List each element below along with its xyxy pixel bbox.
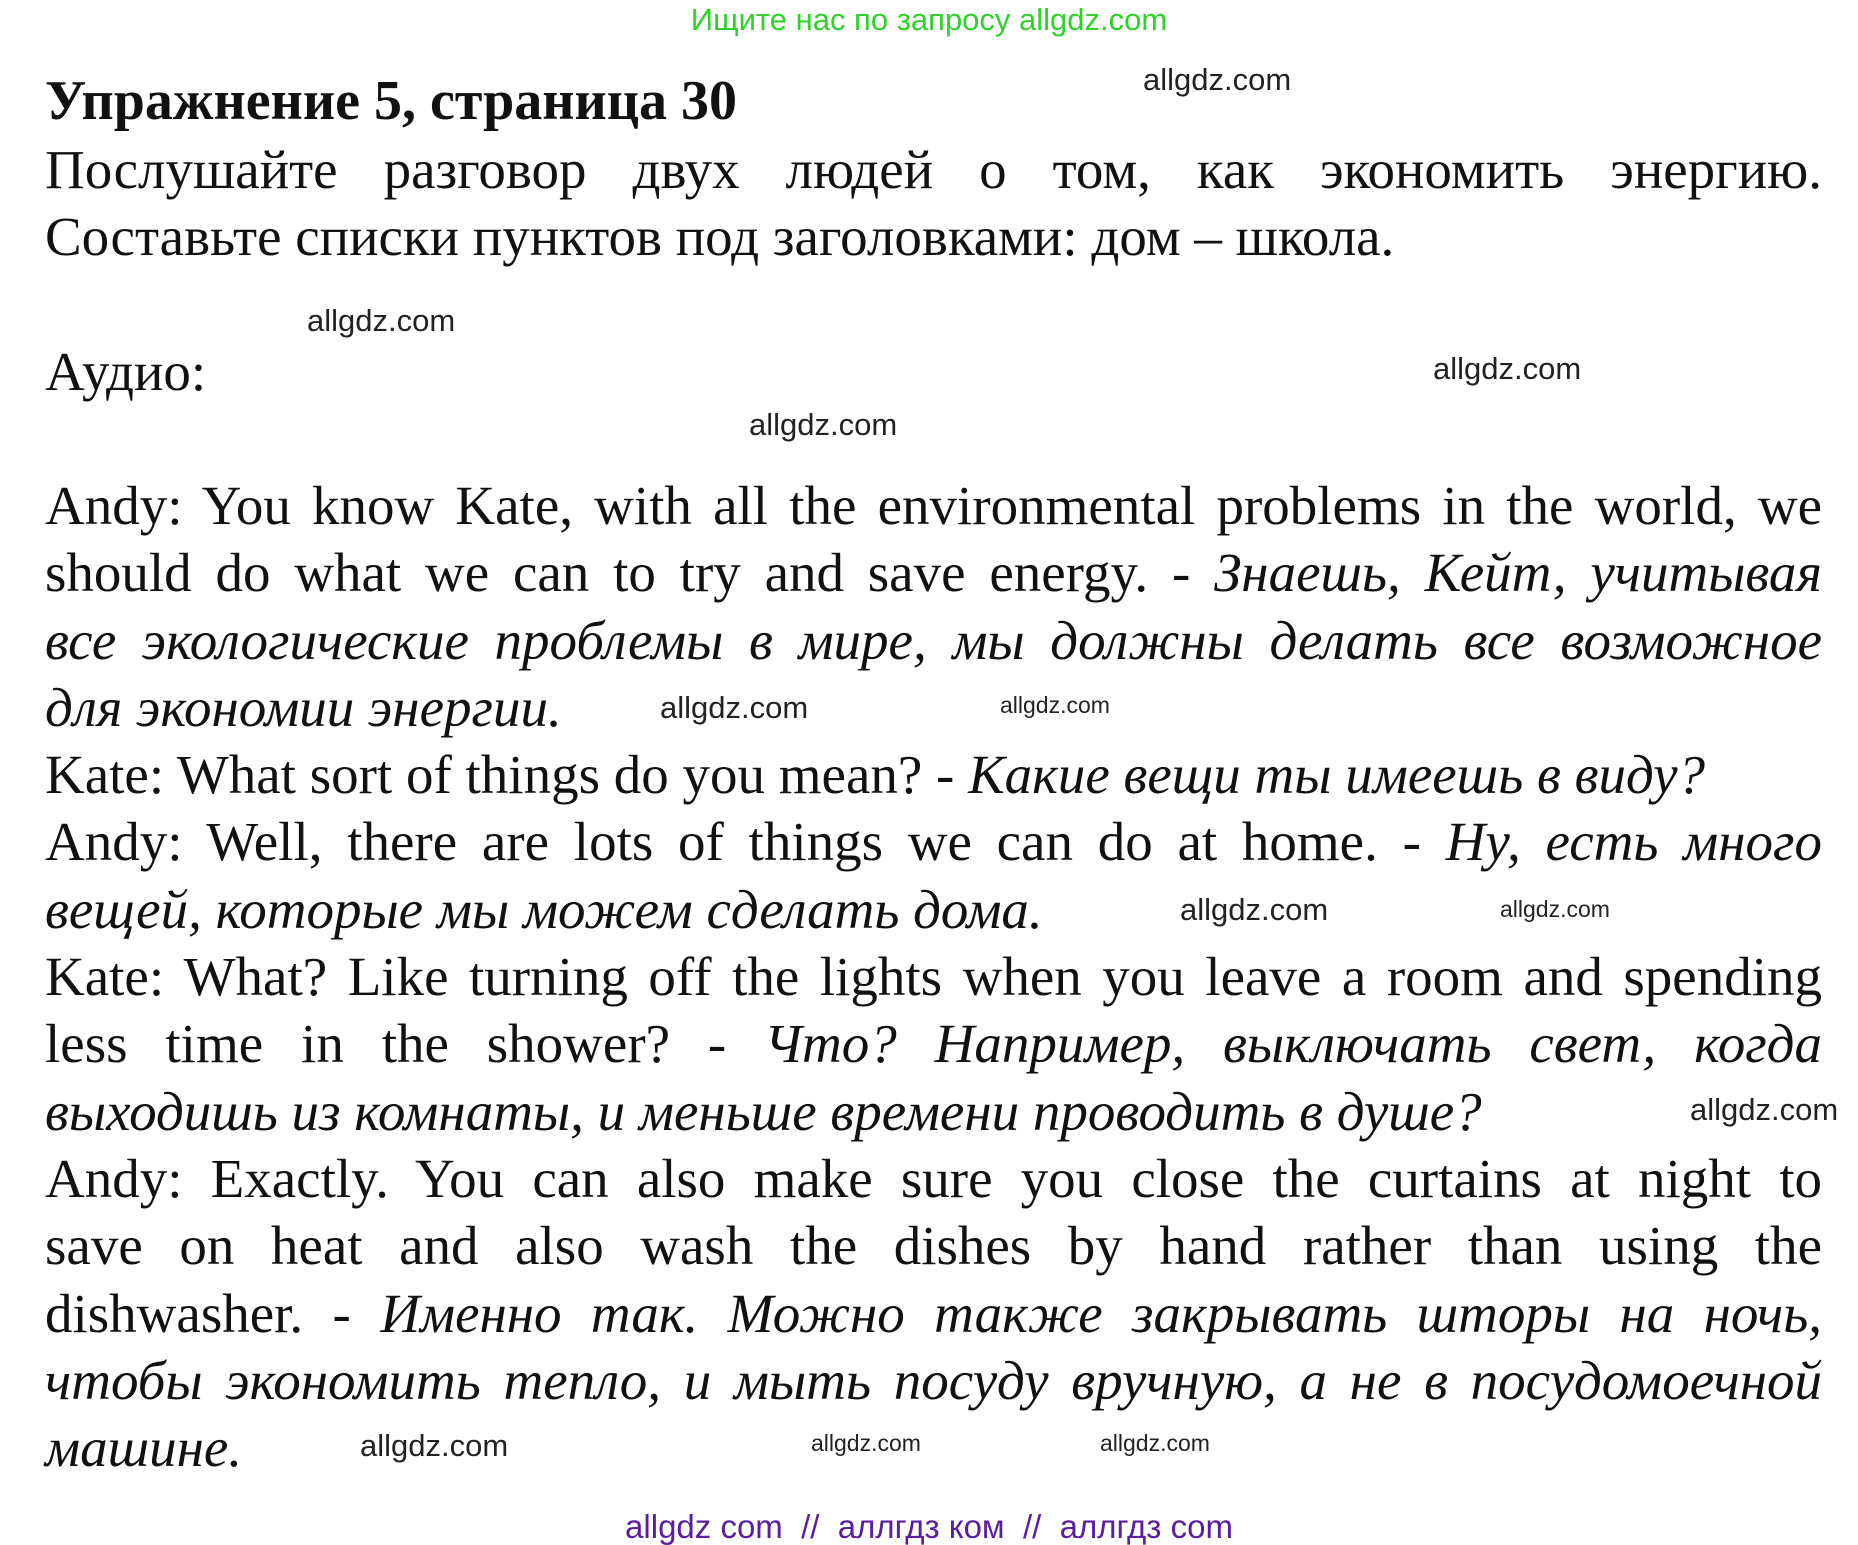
search-hint-banner: Ищите нас по запросу allgdz.com xyxy=(690,2,1168,37)
dialogue-line: Kate: What sort of things do you mean? - Какие вещи ты имеешь в виду? xyxy=(45,744,1705,806)
watermark: allgdz.com xyxy=(1180,892,1329,927)
dialogue-line: Andy: Well, there are lots of things we can do at home. - Ну, есть много xyxy=(45,811,1822,873)
watermark: allgdz.com xyxy=(660,690,809,725)
dialogue-line: dishwasher. - Именно так. Можно также закрывать шторы на ночь, xyxy=(45,1282,1823,1344)
dialogue-line: вещей, которые мы можем сделать дома. xyxy=(45,878,1043,940)
task-line: Послушайте разговор двух людей о том, как экономить энергию. xyxy=(45,139,1822,200)
watermark: allgdz.com xyxy=(749,407,898,442)
dialogue-line: выходишь из комнаты, и меньше времени проводить в душе? xyxy=(45,1080,1482,1142)
task-instructions xyxy=(45,136,1822,271)
watermark: allgdz.com xyxy=(1143,62,1292,97)
dialogue-line: Andy: Exactly. You can also make sure you close the curtains at night to xyxy=(45,1147,1822,1209)
exercise-title: Упражнение 5, страница 30 xyxy=(45,70,738,132)
dialogue-line: для экономии энергии. xyxy=(45,676,562,738)
audio-label-text: Аудио: xyxy=(45,341,207,402)
dialogue-line: save on heat and also wash the dishes by hand rather than using the xyxy=(45,1215,1822,1277)
watermark: allgdz.com xyxy=(811,1430,921,1456)
watermark: allgdz.com xyxy=(1000,692,1110,718)
audio-label xyxy=(45,338,206,405)
watermark: allgdz.com xyxy=(1500,896,1610,922)
dialogue-line: чтобы экономить тепло, и мыть посуду вручную, а не в посудомоечной xyxy=(45,1349,1822,1411)
watermark: allgdz.com xyxy=(307,303,456,338)
dialogue-line: машине. xyxy=(45,1417,243,1479)
dialogue-line: less time in the shower? - Что? Например, выключать свет, когда xyxy=(45,1013,1822,1075)
dialogue-transcript xyxy=(45,472,1822,1481)
footer-site-links[interactable]: allgdz com // аллгдз ком // аллгдз com xyxy=(625,1508,1233,1545)
dialogue-line: Kate: What? Like turning off the lights when you leave a room and spending xyxy=(45,946,1822,1008)
watermark: allgdz.com xyxy=(1100,1430,1210,1456)
dialogue-line: все экологические проблемы в мире, мы должны делать все возможное xyxy=(45,609,1822,671)
task-line: Составьте списки пунктов под заголовками: дом – школа. xyxy=(45,206,1395,268)
watermark: allgdz.com xyxy=(1433,351,1582,386)
watermark: allgdz.com xyxy=(360,1428,509,1463)
watermark: allgdz.com xyxy=(1690,1092,1839,1127)
dialogue-line: should do what we can to try and save energy. - Знаешь, Кейт, учитывая xyxy=(45,542,1823,604)
dialogue-line: Andy: You know Kate, with all the environmental problems in the world, we xyxy=(45,475,1822,536)
